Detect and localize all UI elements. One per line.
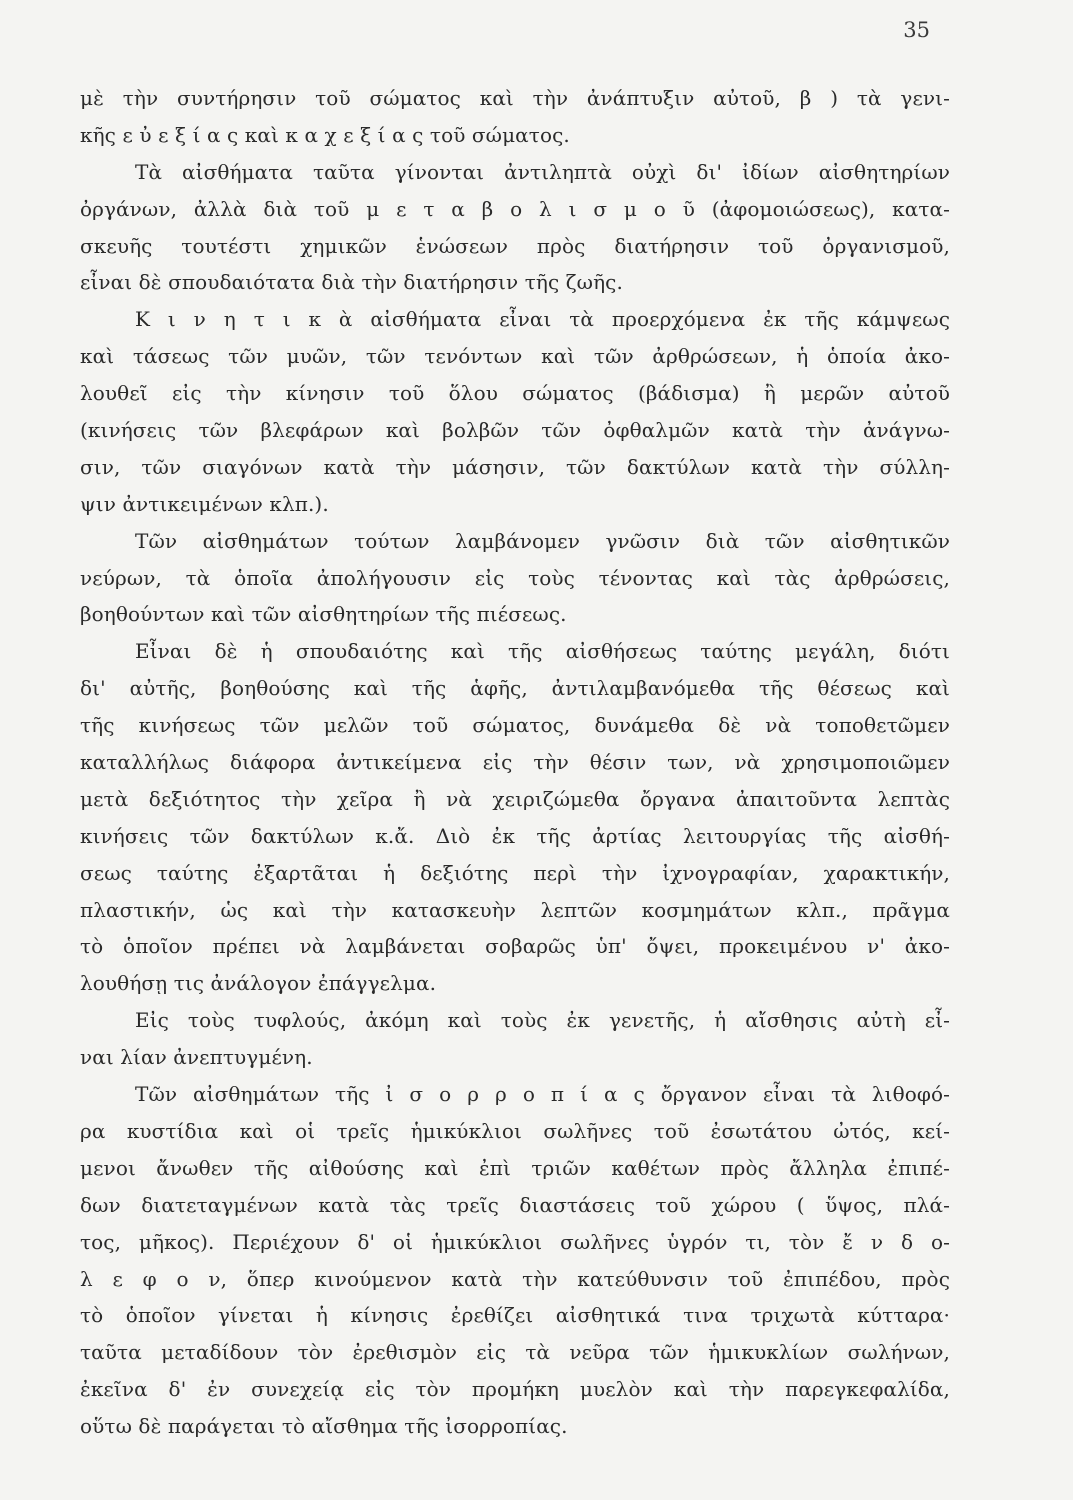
text-line: τος, μῆκος). Περιέχουν δ' οἱ ἡμικύκλιοι σωλῆνες ὑγρόν τι, τὸν ἔ ν δ ο- [80,1229,950,1254]
text-line: λουθήσῃ τις ἀνάλογον ἐπάγγελμα. [80,971,437,996]
text-line: Εἶναι δὲ ἡ σπουδαιότης καὶ τῆς αἰσθήσεως ταύτης μεγάλη, διότι [135,639,950,664]
body-text [80,80,950,1445]
text-line: ναι λίαν ἀνεπτυγμένη. [80,1045,313,1070]
text-line: τῆς κινήσεως τῶν μελῶν τοῦ σώματος, δυνάμεθα δὲ νὰ τοποθετῶμεν [80,713,950,738]
text-line: μετὰ δεξιότητος τὴν χεῖρα ἢ νὰ χειριζώμεθα ὄργανα ἀπαιτοῦντα λεπτὰς [80,786,950,811]
text-line: κῆς ε ὐ ε ξ ί α ς καὶ κ α χ ε ξ ί α ς τοῦ σώματος. [80,122,570,147]
text-line: εἶναι δὲ σπουδαιότατα διὰ τὴν διατήρησιν τῆς ζωῆς. [80,270,623,295]
text-line: Τὰ αἰσθήματα ταῦτα γίνονται ἀντιληπτὰ οὐχὶ δι' ἰδίων αἰσθητηρίων [135,159,950,184]
text-line: ταῦτα μεταδίδουν τὸν ἐρεθισμὸν εἰς τὰ νεῦρα τῶν ἡμικυκλίων σωλήνων, [80,1340,950,1365]
text-line: ἐκεῖνα δ' ἐν συνεχείᾳ εἰς τὸν προμήκη μυελὸν καὶ τὴν παρεγκεφαλίδα, [80,1377,950,1402]
text-line: βοηθούντων καὶ τῶν αἰσθητηρίων τῆς πιέσεως. [80,602,567,627]
text-line: σιν, τῶν σιαγόνων κατὰ τὴν μάσησιν, τῶν δακτύλων κατὰ τὴν σύλλη- [80,454,950,479]
text-line: ὀργάνων, ἀλλὰ διὰ τοῦ μ ε τ α β ο λ ι σ μ ο ῦ (ἀφομοιώσεως), κατα- [80,196,950,221]
text-line: νεύρων, τὰ ὁποῖα ἀπολήγουσιν εἰς τοὺς τένοντας καὶ τὰς ἀρθρώσεις, [80,565,950,590]
text-line: σεως ταύτης ἐξαρτᾶται ἡ δεξιότης περὶ τὴν ἰχνογραφίαν, χαρακτικήν, [80,860,950,885]
text-line: σκευῆς τουτέστι χημικῶν ἑνώσεων πρὸς διατήρησιν τοῦ ὀργανισμοῦ, [80,233,950,258]
text-line: Κ ι ν η τ ι κ ὰ αἰσθήματα εἶναι τὰ προερχόμενα ἐκ τῆς κάμψεως [135,307,950,332]
text-line: καὶ τάσεως τῶν μυῶν, τῶν τενόντων καὶ τῶν ἀρθρώσεων, ἡ ὁποία ἀκο- [80,344,950,369]
text-line: Τῶν αἰσθημάτων τῆς ἰ σ ο ρ ρ ο π ί α ς ὄργανον εἶναι τὰ λιθοφό- [135,1082,950,1107]
text-line: Εἰς τοὺς τυφλούς, ἀκόμη καὶ τοὺς ἐκ γενετῆς, ἡ αἴσθησις αὐτὴ εἶ- [135,1008,950,1033]
text-line: (κινήσεις τῶν βλεφάρων καὶ βολβῶν τῶν ὀφθαλμῶν κατὰ τὴν ἀνάγνω- [80,418,950,443]
text-line: τὸ ὁποῖον πρέπει νὰ λαμβάνεται σοβαρῶς ὑπ' ὄψει, προκειμένου ν' ἀκο- [80,934,950,959]
text-line: τὸ ὁποῖον γίνεται ἡ κίνησις ἐρεθίζει αἰσθητικά τινα τριχωτὰ κύτταρα· [80,1303,950,1328]
text-line: ψιν ἀντικειμένων κλπ.). [80,491,329,516]
text-line: λουθεῖ εἰς τὴν κίνησιν τοῦ ὅλου σώματος (βάδισμα) ἢ μερῶν αὐτοῦ [80,381,950,406]
text-line: πλαστικήν, ὡς καὶ τὴν κατασκευὴν λεπτῶν κοσμημάτων κλπ., πρᾶγμα [80,897,950,922]
text-line: δων διατεταγμένων κατὰ τὰς τρεῖς διαστάσεις τοῦ χώρου ( ὕψος, πλά- [80,1192,950,1217]
text-line: κινήσεις τῶν δακτύλων κ.ἄ. Διὸ ἐκ τῆς ἀρτίας λειτουργίας τῆς αἰσθή- [80,823,950,848]
text-line: μὲ τὴν συντήρησιν τοῦ σώματος καὶ τὴν ἀνάπτυξιν αὐτοῦ, β ) τὰ γενι- [80,86,950,110]
text-line: δι' αὐτῆς, βοηθούσης καὶ τῆς ἁφῆς, ἀντιλαμβανόμεθα τῆς θέσεως καὶ [80,676,950,701]
text-line: ρα κυστίδια καὶ οἱ τρεῖς ἡμικύκλιοι σωλῆνες τοῦ ἐσωτάτου ὠτός, κεί- [80,1118,950,1143]
text-line: οὕτω δὲ παράγεται τὸ αἴσθημα τῆς ἰσορροπίας. [80,1414,568,1439]
text-line: μενοι ἄνωθεν τῆς αἰθούσης καὶ ἐπὶ τριῶν καθέτων πρὸς ἄλληλα ἐπιπέ- [80,1155,950,1180]
page-number: 35 [903,18,930,42]
text-line: Τῶν αἰσθημάτων τούτων λαμβάνομεν γνῶσιν διὰ τῶν αἰσθητικῶν [135,528,950,553]
text-line: καταλλήλως διάφορα ἀντικείμενα εἰς τὴν θέσιν των, νὰ χρησιμοποιῶμεν [80,750,950,775]
text-line: λ ε φ ο ν, ὅπερ κινούμενον κατὰ τὴν κατεύθυνσιν τοῦ ἐπιπέδου, πρὸς [80,1266,950,1291]
